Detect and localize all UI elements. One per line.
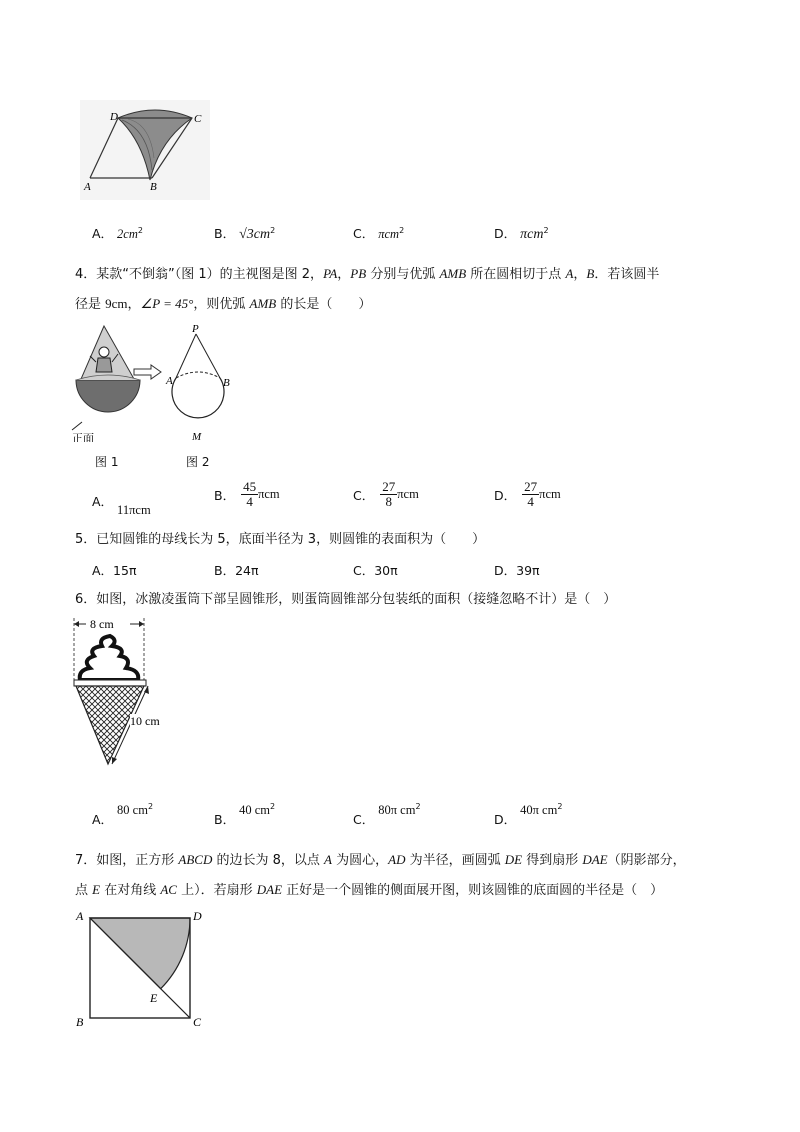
q6-figure [68,614,168,774]
q4-fig1-caption: 图 1 [95,455,119,469]
q7-label-C: C [193,1015,202,1029]
q4-figure-2 [160,322,250,442]
q3-label-A: A [84,181,91,193]
q3-option-d-value: πcm [520,227,544,242]
q4-option-c[interactable]: C． $\frac{27}{8}$ πcm [353,479,419,509]
q4-fig2-label-B: B [223,377,230,389]
q7-label-A: A [76,909,84,923]
q7-stem-line2: 点 E 在对角线 AC 上）．若扇形 DAE 正好是一个圆锥的侧面展开图，则该圆锥的底面圆的半径是（ ） [75,882,664,898]
q5-option-d[interactable]: D．39π [494,563,540,578]
q5-stem: 5．已知圆锥的母线长为 5，底面半径为 3，则圆锥的表面积为（ ） [75,532,486,547]
q7-stem-line1: 7．如图，正方形 ABCD 的边长为 8，以点 A 为圆心，AD 为半径，画圆弧 DE 得到扇形 DAE（阴影部分， [75,852,686,868]
q6-stem: 6．如图，冰激凌蛋筒下部呈圆锥形，则蛋筒圆锥部分包装纸的面积（接缝忽略不计）是（ ） [75,592,617,607]
q3-option-c-value: πcm [378,227,400,241]
q4-stem-line2: 径是 9cm，∠P = 45°，则优弧 AMB 的长是（ ） [75,296,372,312]
q6-option-b[interactable]: B． 40 $cm^2$ [214,801,276,827]
q4-fig2-caption: 图 2 [186,455,210,469]
q6-option-a-value: 80 cm [117,803,148,817]
q6-dim-side: 10 cm [130,714,160,728]
q4-fig2-label-A: A [166,375,173,387]
q4-fig2-label-P: P [192,323,199,335]
q4-option-d[interactable]: D． $\frac{27}{4}$ πcm [494,479,561,509]
q7-label-B: B [76,1015,84,1029]
q4-option-a-value: 11πcm [117,503,151,517]
q7-label-E: E [150,991,158,1005]
q4-option-d-fraction: $\frac{27}{4}$ [524,479,538,509]
q4-stem-line1: 4．某款“不倒翁”（图 1）的主视图是图 2，PA，PB 分别与优弧 AMB 所在圆相切于点 A，B．若该圆半 [75,266,660,282]
q6-option-c-value: 80π cm [378,803,416,817]
q3-figure [80,100,210,200]
q3-option-b[interactable]: B． $√3cm^2$ [214,225,276,242]
q4-front-label: 正面 [72,433,94,442]
q3-label-C: C [194,113,202,125]
q3-option-a[interactable]: A． $2cm^2$ [92,225,143,241]
q3-option-d[interactable]: D． πcm$^2$ [494,225,549,242]
q6-option-a[interactable]: A． 80 $cm^2$ [92,801,154,827]
q3-option-a-value: 2cm [117,227,138,241]
q6-option-d-value: 40π cm [520,803,558,817]
q6-option-b-value: 40 cm [239,803,270,817]
q5-option-c[interactable]: C．30π [353,563,398,578]
q4-option-c-fraction: $\frac{27}{8}$ [382,479,396,509]
q3-label-B: B [150,181,157,193]
q3-option-c[interactable]: C． πcm$^2$ [353,225,405,241]
q6-dim-top: 8 cm [90,617,114,631]
q4-option-a[interactable]: A． 11πcm [92,494,151,517]
q5-option-a[interactable]: A．15π [92,563,137,578]
q7-figure [70,906,210,1032]
q3-option-b-value: √3cm [239,227,271,242]
q7-label-D: D [193,909,202,923]
q4-fig2-label-M: M [192,431,202,442]
arrow-right-icon [133,364,163,380]
q4-option-b[interactable]: B． $\frac{45}{4}$ πcm [214,479,280,509]
q4-option-b-fraction: $\frac{45}{4}$ [243,479,257,509]
q5-option-b[interactable]: B．24π [214,563,259,578]
q6-option-c[interactable]: C． 80π $cm^2$ [353,801,421,827]
q6-option-d[interactable]: D． 40π $cm^2$ [494,801,563,827]
q3-label-D: D [110,111,118,123]
q4-figure-1 [68,322,158,442]
